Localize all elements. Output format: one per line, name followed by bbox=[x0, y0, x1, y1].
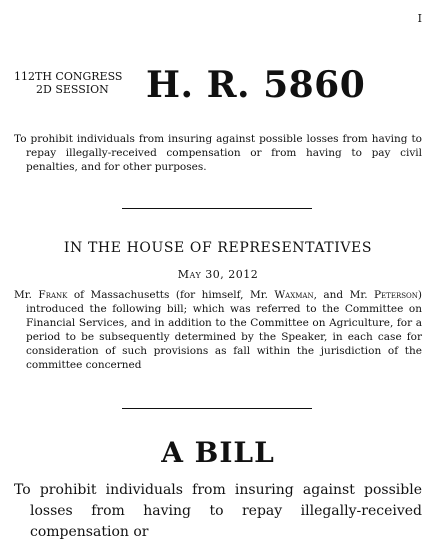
page-number: I bbox=[417, 12, 422, 25]
bill-purpose: To prohibit individuals from insuring against possible losses from having to repay illegally-received compensation or bbox=[14, 482, 422, 540]
intro-part-2: , and Mr. bbox=[313, 289, 374, 301]
bill-number: H. R. 5860 bbox=[146, 64, 366, 106]
divider-top bbox=[122, 208, 312, 209]
session-label: 2D SESSION bbox=[36, 83, 109, 96]
chamber-heading: IN THE HOUSE OF REPRESENTATIVES bbox=[63, 240, 373, 256]
bill-heading: A BILL bbox=[161, 436, 275, 469]
short-title: To prohibit individuals from insuring against possible losses from having to repay illegally-received compensation or from having to pay civil penalties, and for other purposes. bbox=[14, 133, 422, 173]
intro-prefix: Mr. bbox=[14, 289, 39, 301]
introduction-date: May 30, 2012 bbox=[177, 268, 259, 281]
congress-session-block bbox=[14, 70, 122, 96]
intro-part-3: ) introduced the following bill; which was referred to the Committee on Financial Services, and in addition to the Committee on Agriculture, for a period to be subsequently determined by the Speaker, in each case for consideration of such provisions as fall within the jurisdiction of the committee concerned bbox=[26, 289, 422, 371]
congress-label: 112TH CONGRESS bbox=[14, 70, 123, 83]
sponsor-name: Frank bbox=[38, 289, 68, 301]
introduction-statement bbox=[14, 288, 422, 372]
cosponsor-name-1: Waxman bbox=[274, 289, 314, 301]
intro-part-1: of Massachusetts (for himself, Mr. bbox=[67, 289, 275, 301]
divider-bottom bbox=[122, 408, 312, 409]
cosponsor-name-2: Peterson bbox=[373, 289, 418, 301]
